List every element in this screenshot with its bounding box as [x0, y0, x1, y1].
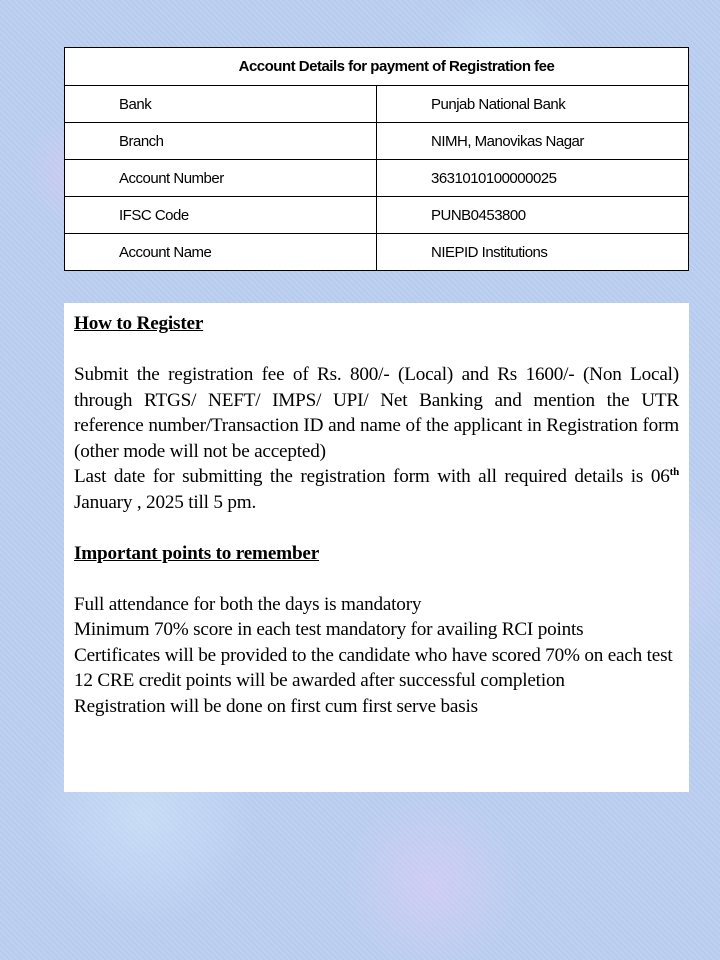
- spacer: [74, 566, 679, 592]
- row-value: PUNB0453800: [377, 197, 689, 234]
- table-row-account-number: [65, 160, 689, 197]
- row-label: IFSC Code: [65, 197, 377, 234]
- registration-fee-text: Submit the registration fee of Rs. 800/- (Local) and Rs 1600/- (Non Local) through RTGS/ NEFT/ IMPS/ UPI/ Net Banking and mention the UTR reference number/Transaction ID and name of the applicant in Registration form (other mode will not be accepted): [74, 364, 679, 462]
- point-item: 12 CRE credit points will be awarded after successful completion: [74, 670, 565, 691]
- account-details-table-container: [64, 47, 689, 271]
- table-row-ifsc-code: [65, 197, 689, 234]
- table-row-account-name: [65, 234, 689, 271]
- registration-info-box: [64, 303, 689, 792]
- row-label: Bank: [65, 86, 377, 123]
- last-date-prefix: Last date for submitting the registration form with all required details is 06: [74, 466, 670, 487]
- row-value: NIEPID Institutions: [377, 234, 689, 271]
- table-row-branch: [65, 123, 689, 160]
- spacer: [74, 515, 679, 541]
- account-details-table: [64, 47, 689, 271]
- row-value: Punjab National Bank: [377, 86, 689, 123]
- point-item: Minimum 70% score in each test mandatory for availing RCI points: [74, 619, 584, 640]
- row-value: 3631010100000025: [377, 160, 689, 197]
- point-item: Registration will be done on first cum first serve basis: [74, 695, 478, 717]
- last-date-text: [74, 464, 679, 515]
- point-item: Full attendance for both the days is mandatory: [74, 593, 422, 615]
- table-row-bank: [65, 86, 689, 123]
- how-to-register-heading: How to Register: [74, 313, 204, 334]
- last-date-ordinal: th: [669, 466, 679, 478]
- row-label: Branch: [65, 123, 377, 160]
- row-label: Account Number: [65, 160, 377, 197]
- spacer: [74, 337, 679, 363]
- last-date-suffix: January , 2025 till 5 pm.: [74, 491, 257, 513]
- row-label: Account Name: [65, 234, 377, 271]
- row-value: NIMH, Manovikas Nagar: [377, 123, 689, 160]
- table-title-row: [65, 48, 689, 86]
- table-title: Account Details for payment of Registration fee: [65, 48, 689, 86]
- important-points-heading: Important points to remember: [74, 542, 320, 564]
- point-item: Certificates will be provided to the candidate who have scored 70% on each test: [74, 644, 673, 666]
